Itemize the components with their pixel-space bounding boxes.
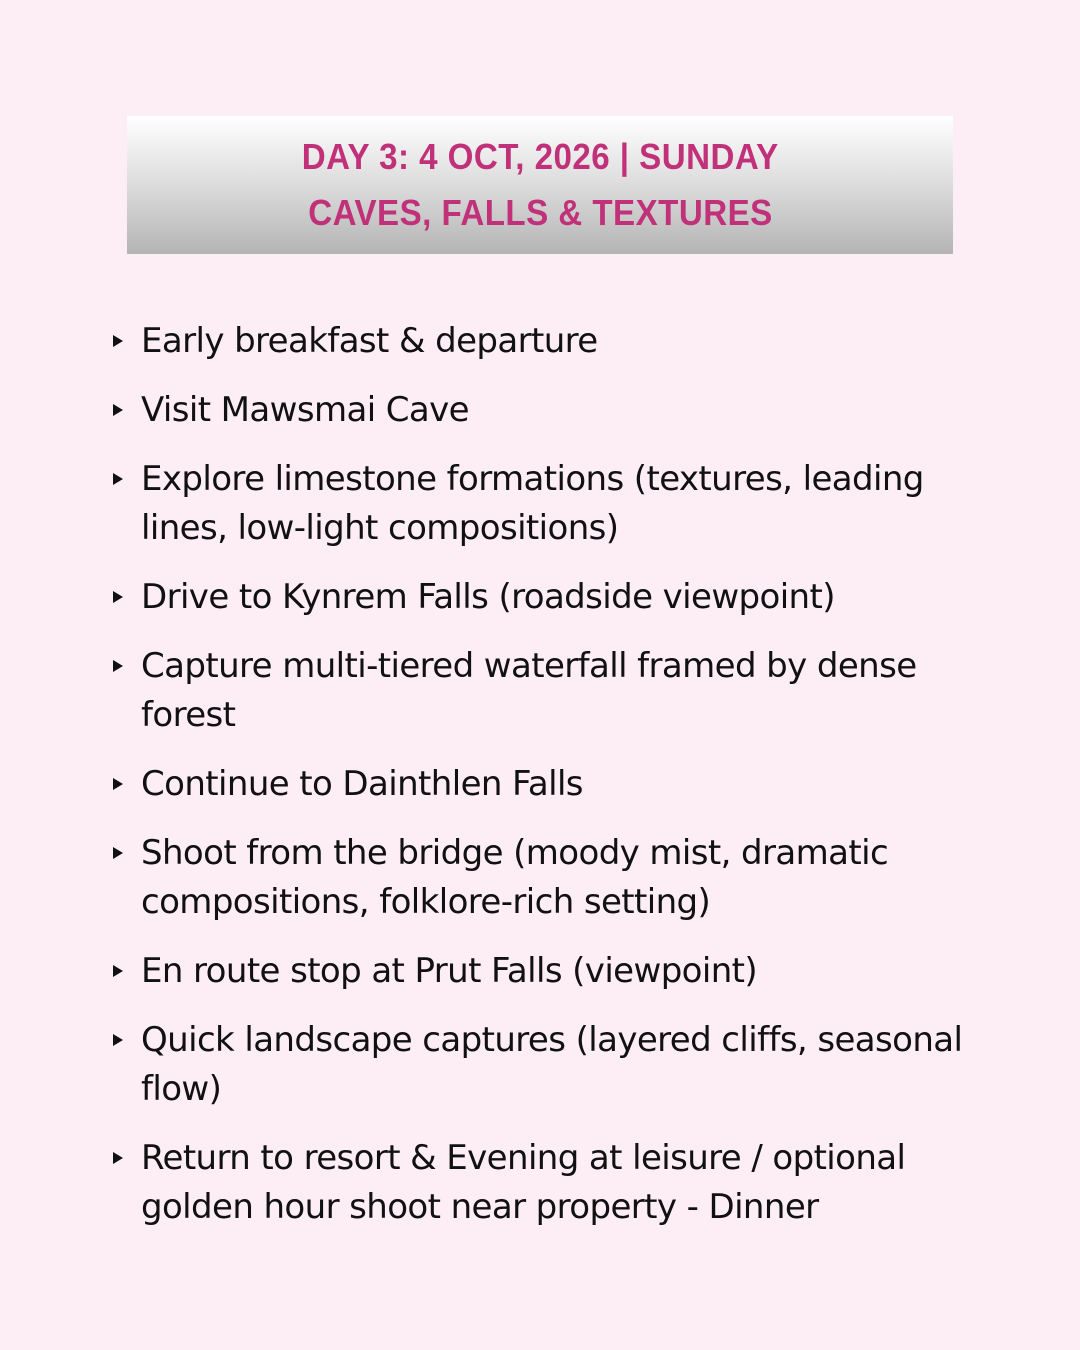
list-item [110, 1016, 1010, 1114]
triangle-right-icon [113, 1152, 123, 1164]
list-item-text: Drive to Kynrem Falls (roadside viewpoint) [141, 577, 835, 617]
itinerary-list [110, 317, 1010, 1252]
list-item [110, 1134, 1010, 1232]
list-item [110, 455, 1010, 553]
list-item-text: Quick landscape captures (layered cliffs, seasonal flow) [141, 1020, 963, 1109]
triangle-right-icon [113, 965, 123, 977]
day-theme-title: CAVES, FALLS & TEXTURES [307, 192, 773, 233]
triangle-right-icon [113, 335, 123, 347]
list-item-text: Early breakfast & departure [141, 321, 598, 361]
triangle-right-icon [113, 591, 123, 603]
triangle-right-icon [113, 1034, 123, 1046]
list-item-text: Continue to Dainthlen Falls [141, 764, 583, 804]
list-item [110, 642, 1010, 740]
day-date-title: DAY 3: 4 OCT, 2026 | SUNDAY [301, 136, 779, 177]
list-item-text: Shoot from the bridge (moody mist, dramatic compositions, folklore-rich setting) [141, 833, 889, 922]
list-item [110, 573, 1010, 622]
triangle-right-icon [113, 473, 123, 485]
list-item [110, 760, 1010, 809]
list-item [110, 386, 1010, 435]
list-item-text: Visit Mawsmai Cave [141, 390, 469, 430]
triangle-right-icon [113, 778, 123, 790]
day-header [127, 116, 953, 254]
list-item [110, 317, 1010, 366]
triangle-right-icon [113, 404, 123, 416]
list-item [110, 829, 1010, 927]
list-item [110, 947, 1010, 996]
triangle-right-icon [113, 847, 123, 859]
list-item-text: Explore limestone formations (textures, leading lines, low-light compositions) [141, 459, 924, 548]
triangle-right-icon [113, 660, 123, 672]
list-item-text: Return to resort & Evening at leisure / optional golden hour shoot near property - Dinner [141, 1138, 906, 1227]
list-item-text: En route stop at Prut Falls (viewpoint) [141, 951, 758, 991]
list-item-text: Capture multi-tiered waterfall framed by dense forest [141, 646, 917, 735]
